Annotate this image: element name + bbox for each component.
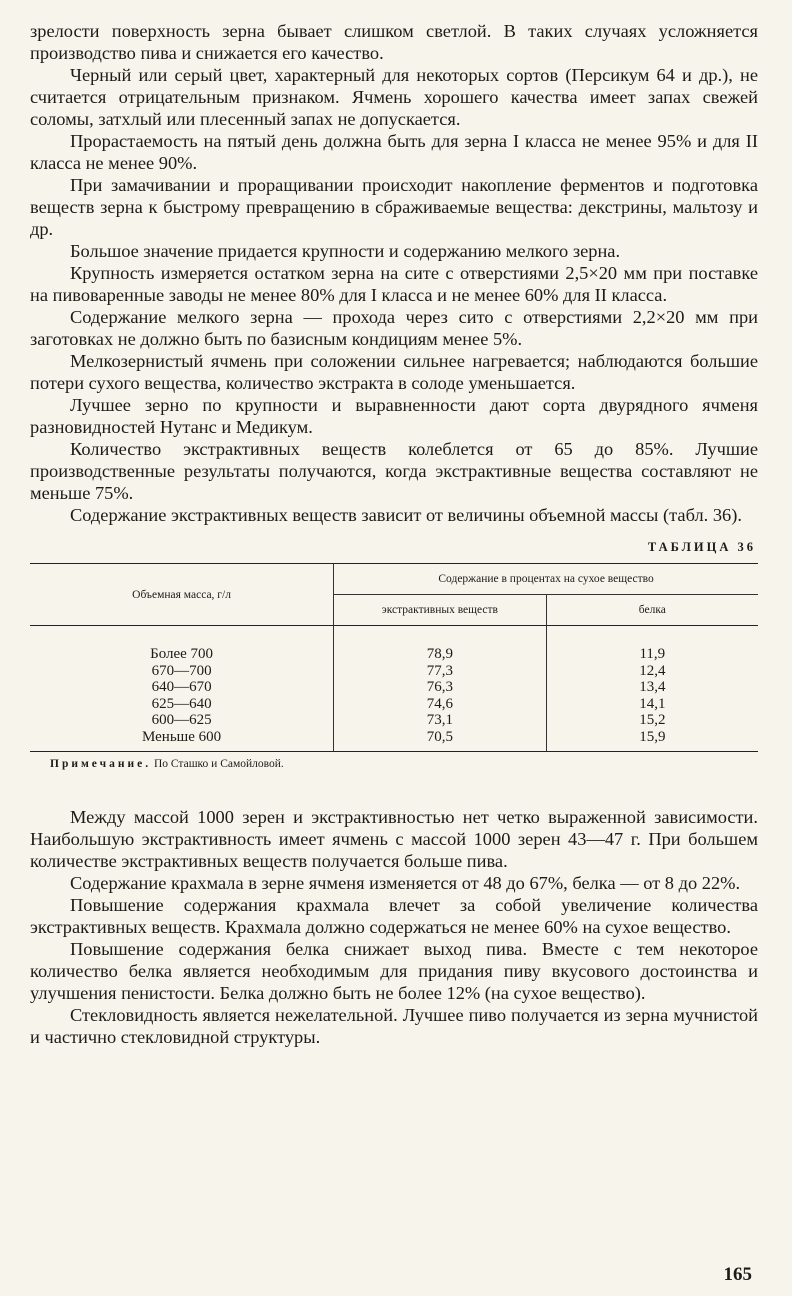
column-protein <box>546 626 758 746</box>
paragraph: Между массой 1000 зерен и экстрактивностью нет четко выраженной зависимости. Наибольшую экстрактивность имеет ячмень с массой 1000 зерен 43—47 г. При большем количестве экстрактивных веществ получается больше пива. <box>30 807 758 871</box>
note-text: По Сташко и Самойловой. <box>151 758 284 770</box>
table-cell: 11,9 <box>639 646 666 662</box>
note-label: Примечание. <box>50 758 152 770</box>
paragraph: Мелкозернистый ячмень при соложении сильнее нагревается; наблюдаются большие потери сухого вещества, количество экстракта в солоде уменьшается. <box>30 351 758 393</box>
paragraph: Содержание мелкого зерна — прохода через сито с отверстиями 2,2×20 мм при заготовках не должно быть по базисным кондициям менее 5%. <box>30 307 758 349</box>
paragraph: Крупность измеряется остатком зерна на сите с отверстиями 2,5×20 мм при поставке на пивоваренные заводы не менее 80% для I класса и не менее 60% для II класса. <box>30 263 758 305</box>
data-table <box>30 563 758 752</box>
column-volume-mass <box>30 626 334 746</box>
table-label: ТАБЛИЦА 36 <box>647 540 756 554</box>
table-cell: 640—670 <box>151 679 212 695</box>
paragraph: Стекловидность является нежелательной. Лучшее пиво получается из зерна мучнистой и частично стекловидной структуры. <box>30 1005 758 1047</box>
table-cell: Более 700 <box>150 646 214 662</box>
page <box>30 20 758 1048</box>
paragraph: Количество экстрактивных веществ колеблется от 65 до 85%. Лучшие производственные результаты получаются, когда экстрактивные вещества составляют не меньше 75%. <box>30 439 758 503</box>
table-note <box>50 758 758 770</box>
table-cell: 625—640 <box>151 695 212 712</box>
table-cell: 15,9 <box>639 728 666 745</box>
header-extract: экстрактивных веществ <box>334 595 547 626</box>
text-block-top <box>30 20 758 526</box>
table-cell: 13,4 <box>639 679 666 695</box>
table-cell: 77,3 <box>426 662 453 679</box>
paragraph: Большое значение придается крупности и содержанию мелкого зерна. <box>70 241 621 261</box>
paragraph: Повышение содержания белка снижает выход пива. Вместе с тем некоторое количество белка является необходимым для придания пиву вкусового достоинства и улучшения пенистости. Белка должно быть не более 12% (на сухое вещество). <box>30 939 758 1003</box>
table-cell: 74,6 <box>426 695 453 712</box>
table-cell: 670—700 <box>151 662 212 679</box>
header-volume-mass: Объемная масса, г/л <box>132 588 231 601</box>
page-number: 165 <box>723 1264 752 1285</box>
table-cell: 70,5 <box>426 728 453 745</box>
paragraph: Содержание экстрактивных веществ зависит от величины объемной массы (табл. 36). <box>70 505 742 525</box>
header-content-group: Содержание в процентах на сухое вещество <box>334 564 758 595</box>
table-cell: Меньше 600 <box>142 728 222 745</box>
table-cell: 600—625 <box>151 712 212 728</box>
column-extract <box>334 626 547 746</box>
paragraph: Черный или серый цвет, характерный для некоторых сортов (Персикум 64 и др.), не считается отрицательным признаком. Ячмень хорошего качества имеет запах свежей соломы, затхлый или плесенный запах не допускается. <box>30 65 758 129</box>
paragraph: Содержание крахмала в зерне ячменя изменяется от 48 до 67%, белка — от 8 до 22%. <box>70 873 741 893</box>
text-block-bottom <box>30 806 758 1048</box>
paragraph: Повышение содержания крахмала влечет за собой увеличение количества экстрактивных веществ. Крахмала должно содержаться не менее 60% на сухое вещество. <box>30 895 758 937</box>
paragraph: Прорастаемость на пятый день должна быть для зерна I класса не менее 95% и для II класса не менее 90%. <box>30 131 758 173</box>
paragraph: зрелости поверхность зерна бывает слишком светлой. В таких случаях усложняется производство пива и снижается его качество. <box>30 21 758 63</box>
table-cell: 78,9 <box>426 646 453 662</box>
header-protein: белка <box>546 595 758 626</box>
table-cell: 76,3 <box>426 679 453 695</box>
paragraph: Лучшее зерно по крупности и выравненности дают сорта двурядного ячменя разновидностей Нутанс и Медикум. <box>30 395 758 437</box>
paragraph: При замачивании и проращивании происходит накопление ферментов и подготовка веществ зерна к быстрому превращению в сбраживаемые вещества: декстрины, мальтозу и др. <box>30 175 758 239</box>
table-cell: 12,4 <box>639 662 666 679</box>
table-cell: 14,1 <box>639 695 666 712</box>
table-cell: 15,2 <box>639 712 666 728</box>
table-cell: 73,1 <box>426 712 453 728</box>
